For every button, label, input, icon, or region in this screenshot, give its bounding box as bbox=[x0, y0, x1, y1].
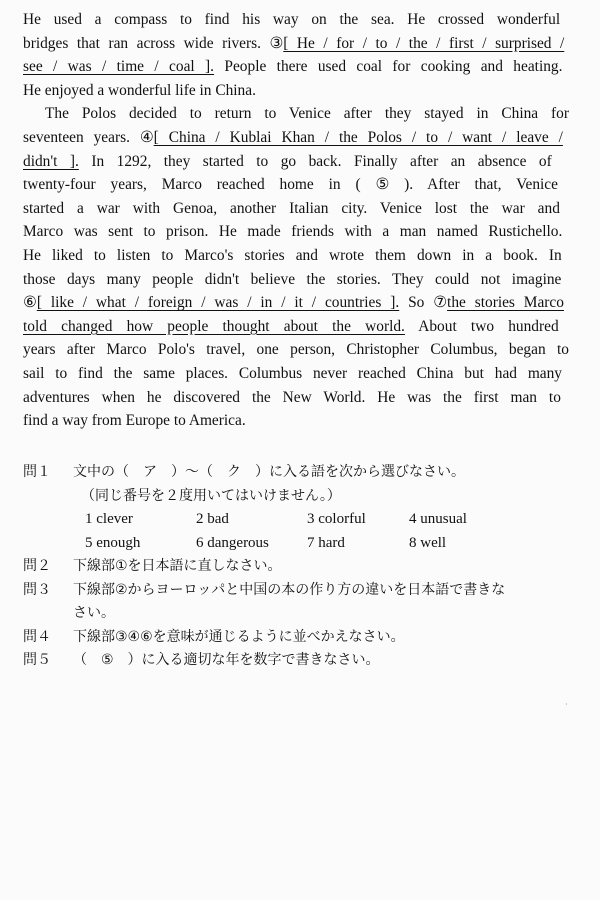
question-text: 下線部③④⑥を意味が通じるように並べかえなさい。 bbox=[73, 628, 405, 645]
choice-item: 5 enough bbox=[85, 534, 141, 551]
question-text: 下線部①を日本語に直しなさい。 bbox=[73, 558, 282, 574]
passage-line: He enjoyed a wonderful life in China. bbox=[23, 81, 256, 99]
passage-line: find a way from Europe to America. bbox=[23, 412, 246, 430]
passage-line: ⑥[ like / what / foreign / was / in / it / countries ]. So ⑦the stories Marco bbox=[23, 294, 564, 312]
passage-line: adventures when he discovered the New World. He was the first man to bbox=[23, 388, 561, 406]
question-note: （同じ番号を２度用いてはいけません。） bbox=[81, 487, 341, 504]
question-3 bbox=[23, 579, 583, 626]
reading-passage bbox=[23, 8, 569, 433]
question-text: 下線部②からヨーロッパと中国の本の作り方の違いを日本語で書きな さい。 bbox=[73, 581, 506, 621]
passage-line: those days many people didn't believe the stories. They could not imagine bbox=[23, 270, 562, 288]
question-label: 問１ bbox=[23, 464, 51, 480]
reorder-4-part1: [ China / Kublai Khan / the Polos / to / want / leave / bbox=[153, 128, 563, 146]
passage-line: He liked to listen to Marco's stories and wrote them down in a book. In bbox=[23, 246, 562, 264]
passage-line: seventeen years. ④[ China / Kublai Khan / the Polos / to / want / leave / bbox=[23, 128, 563, 146]
reorder-4-part2: didn't ]. bbox=[23, 152, 79, 170]
passage-line: didn't ]. In 1292, they started to go back. Finally after an absence of bbox=[23, 152, 552, 170]
choice-item: 1 clever bbox=[85, 511, 133, 527]
passage-line: started a war with Genoa, another Italian city. Venice lost the war and bbox=[23, 199, 560, 217]
question-1 bbox=[23, 461, 583, 485]
passage-line: told changed how people thought about the world. About two hundred bbox=[23, 317, 559, 335]
passage-line: bridges that ran across wide rivers. ③[ He / for / to / the / first / surprised / bbox=[23, 34, 565, 52]
question-text: （ ⑤ ）に入る適切な年を数字で書きなさい。 bbox=[73, 652, 380, 668]
underline-7-part1: the stories Marco bbox=[447, 294, 564, 312]
passage-line: years after Marco Polo's travel, one person, Christopher Columbus, began to bbox=[23, 341, 569, 359]
question-label: 問３ bbox=[23, 581, 51, 598]
choice-list bbox=[23, 508, 583, 555]
question-2 bbox=[23, 555, 583, 579]
question-text: 文中の（ ア ）～（ ク ）に入る語を次から選びなさい。 bbox=[73, 464, 465, 480]
reorder-3-part2: see / was / time / coal ]. bbox=[23, 58, 215, 76]
reorder-6: [ like / what / foreign / was / in / it / countries ]. bbox=[36, 294, 400, 312]
reorder-3-part1: [ He / for / to / the / first / surprised / bbox=[283, 34, 565, 52]
choice-item: 3 colorful bbox=[307, 511, 366, 527]
passage-line: sail to find the same places. Columbus never reached China but had many bbox=[23, 364, 563, 382]
choice-item: 6 dangerous bbox=[196, 534, 269, 551]
choice-item: 8 well bbox=[409, 534, 447, 551]
question-label: 問４ bbox=[23, 628, 51, 645]
choice-item: 2 bad bbox=[196, 511, 229, 527]
passage-line: The Polos decided to return to Venice after they stayed in China for bbox=[45, 105, 569, 123]
question-section bbox=[23, 461, 583, 673]
question-5 bbox=[23, 649, 583, 673]
scan-speck: · bbox=[565, 700, 568, 709]
question-label: 問２ bbox=[23, 558, 51, 574]
passage-line: twenty-four years, Marco reached home in ( ⑤ ). After that, Venice bbox=[23, 176, 558, 194]
question-label: 問５ bbox=[23, 652, 51, 668]
underline-7-part2: told changed how people thought about the world. bbox=[23, 317, 405, 335]
choice-item: 7 hard bbox=[307, 534, 345, 551]
question-4 bbox=[23, 626, 583, 650]
passage-line: Marco was sent to prison. He made friends with a man named Rustichello. bbox=[23, 223, 563, 241]
passage-line: see / was / time / coal ]. People there used coal for cooking and heating. bbox=[23, 58, 563, 76]
passage-line: He used a compass to find his way on the sea. He crossed wonderful bbox=[23, 11, 561, 28]
choice-item: 4 unusual bbox=[409, 511, 467, 527]
